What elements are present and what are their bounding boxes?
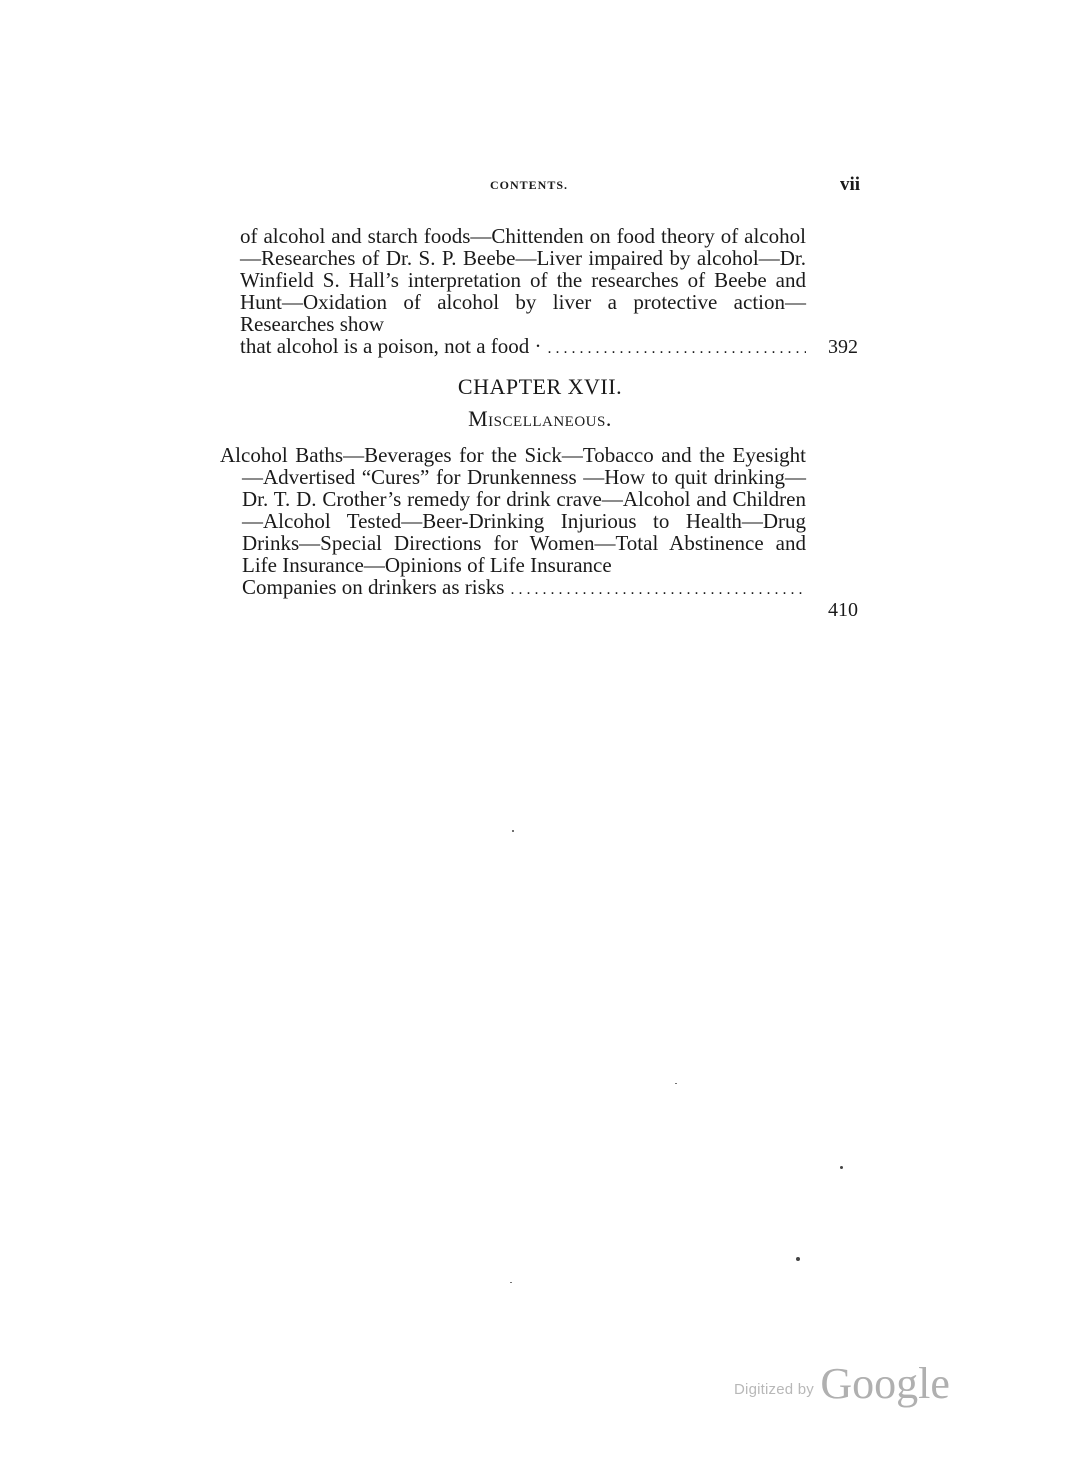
running-head	[240, 174, 860, 196]
toc-entry-last-line-text: Companies on drinkers as risks	[242, 575, 505, 599]
scan-speck	[840, 1166, 843, 1169]
digitized-by-google-watermark	[734, 1358, 950, 1409]
dot-leader	[548, 338, 806, 360]
google-logo: Google	[820, 1359, 950, 1408]
scan-speck	[512, 830, 514, 832]
scan-speck	[510, 1282, 512, 1283]
toc-entry-last-line-text: that alcohol is a poison, not a food ·	[240, 334, 542, 358]
toc-entry-chapter-xvii	[220, 444, 806, 601]
dot-leader	[510, 579, 806, 601]
toc-entry-last-line	[240, 335, 806, 360]
toc-entry-continued	[240, 225, 806, 360]
chapter-title: Miscellaneous.	[468, 406, 612, 431]
toc-entry-text: of alcohol and starch foods—Chittenden on food theory of alcohol—Researches of Dr. S. P. Beebe—Liver impaired by alcohol—Dr. Winfield S. Hall’s interpretation of the researches of Beebe and Hunt—Oxidation of alcohol by liver a protective action—Researches show	[240, 224, 806, 336]
watermark-prefix: Digitized by	[734, 1381, 814, 1398]
chapter-heading: CHAPTER XVII.	[457, 374, 623, 399]
scan-speck	[796, 1257, 800, 1261]
toc-entry-text: Alcohol Baths—Beverages for the Sick—Tobacco and the Eyesight—Advertised “Cures” for Drunkenness —How to quit drinking—Dr. T. D. Crother’s remedy for drink crave—Alcohol and Children—Alcohol Tested—Beer-Drinking Injurious to Health—Drug Drinks—Special Directions for Women—Total Abstinence and Life Insurance—Opinions of Life Insurance	[220, 443, 806, 577]
toc-page-number: 392	[828, 336, 858, 358]
running-title: CONTENTS.	[490, 178, 569, 192]
page-numeral: vii	[839, 174, 860, 195]
toc-entry-last-line	[220, 576, 806, 601]
scan-speck	[675, 1083, 677, 1084]
toc-page-number: 410	[828, 599, 858, 621]
